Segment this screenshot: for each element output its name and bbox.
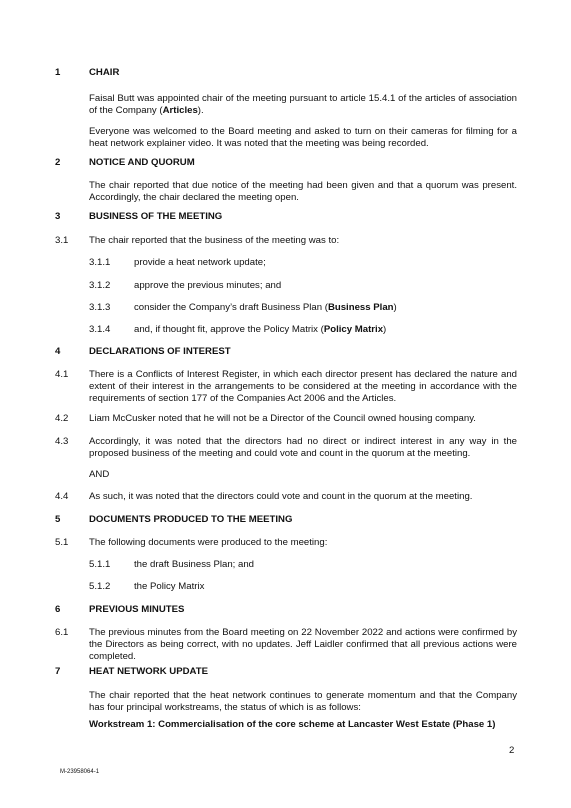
subclause-text: provide a heat network update;	[134, 257, 266, 268]
clause-text: Liam McCusker noted that he will not be a Director of the Council owned housing company.	[89, 413, 476, 424]
section-heading: PREVIOUS MINUTES	[89, 604, 185, 615]
subclause-text: the draft Business Plan; and	[134, 559, 254, 570]
section-heading: HEAT NETWORK UPDATE	[89, 666, 209, 677]
subclause-number: 5.1.2	[89, 581, 111, 592]
subclause-text: the Policy Matrix	[134, 581, 205, 592]
clause-text: The following documents were produced to the meeting:	[89, 537, 328, 548]
clause-text: There is a Conflicts of Interest Register, in which each director present has declared the nature and extent of their interest in the arrangements to be considered at the meeting in accordance with the requirements of section 177 of the Companies Act 2006 and the Articles.	[89, 369, 517, 404]
clause-text: The chair reported that the business of the meeting was to:	[89, 235, 340, 246]
subclause-number: 3.1.1	[89, 257, 111, 268]
section-heading: CHAIR	[89, 67, 120, 78]
clause-text: Accordingly, it was noted that the directors had no direct or indirect interest in any way in the proposed business of the meeting and could vote and count in the quorum at the meeting.	[89, 436, 517, 459]
clause-number: 4.3	[55, 436, 69, 447]
section-heading: BUSINESS OF THE MEETING	[89, 211, 223, 222]
section-number: 4	[55, 346, 61, 357]
clause-number: 4.4	[55, 491, 69, 502]
paragraph: Everyone was welcomed to the Board meeting and asked to turn on their cameras for filming for a heat network explainer video. It was noted that the meeting was being recorded.	[89, 126, 517, 149]
subclause-text: and, if thought fit, approve the Policy Matrix (Policy Matrix)	[134, 324, 387, 335]
conjunction-text: AND	[89, 469, 110, 480]
section-number: 5	[55, 514, 61, 525]
paragraph: The chair reported that due notice of the meeting had been given and that a quorum was present. Accordingly, the chair declared the meeting open.	[89, 180, 517, 203]
page-number: 2	[509, 745, 515, 756]
subclause-number: 3.1.3	[89, 302, 111, 313]
subclause-text: approve the previous minutes; and	[134, 280, 282, 291]
subclause-number: 3.1.2	[89, 280, 111, 291]
section-number: 7	[55, 666, 61, 677]
clause-number: 4.2	[55, 413, 69, 424]
section-number: 2	[55, 157, 61, 168]
clause-number: 5.1	[55, 537, 69, 548]
clause-number: 6.1	[55, 627, 69, 638]
paragraph: Faisal Butt was appointed chair of the meeting pursuant to article 15.4.1 of the articles of association of the Company (Articles).	[89, 93, 517, 116]
section-number: 3	[55, 211, 61, 222]
subclause-text: consider the Company’s draft Business Plan (Business Plan)	[134, 302, 397, 313]
paragraph: The chair reported that the heat network continues to generate momentum and that the Company has four principal workstreams, the status of which is as follows:	[89, 690, 517, 713]
document-reference: M-23958064-1	[60, 769, 100, 775]
subclause-number: 5.1.1	[89, 559, 111, 570]
section-number: 1	[55, 67, 61, 78]
section-heading: DECLARATIONS OF INTEREST	[89, 346, 231, 357]
clause-number: 4.1	[55, 369, 69, 380]
workstream-heading: Workstream 1: Commercialisation of the core scheme at Lancaster West Estate (Phase 1)	[89, 719, 496, 730]
clause-text: As such, it was noted that the directors could vote and count in the quorum at the meeting.	[89, 491, 473, 502]
clause-text: The previous minutes from the Board meeting on 22 November 2022 and actions were confirmed by the Directors as being correct, with no updates. Jeff Laidler confirmed that all previous actions were completed.	[89, 627, 517, 662]
section-heading: NOTICE AND QUORUM	[89, 157, 195, 168]
section-heading: DOCUMENTS PRODUCED TO THE MEETING	[89, 514, 293, 525]
clause-number: 3.1	[55, 235, 69, 246]
section-number: 6	[55, 604, 61, 615]
subclause-number: 3.1.4	[89, 324, 111, 335]
